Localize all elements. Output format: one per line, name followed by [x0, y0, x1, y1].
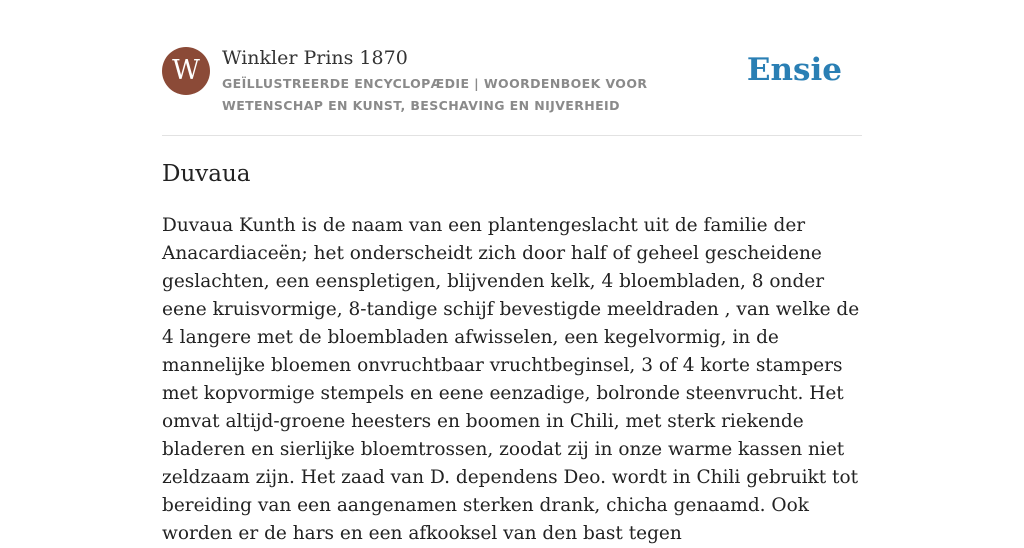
source-subtitle: GEÏLLUSTREERDE ENCYCLOPÆDIE | WOORDENBOEK VOOR WETENSCHAP EN KUNST, BESCHAVING EN NIJVERHEID: [222, 76, 648, 113]
source-header: [162, 46, 862, 116]
ensie-logo-link[interactable]: Ensie: [746, 52, 842, 88]
header-divider: [162, 135, 862, 136]
entry-title: Duvaua: [162, 161, 251, 187]
entry-body: Duvaua Kunth is de naam van een plantengeslacht uit de familie der Anacardiaceën; het onderscheidt zich door half of geheel gescheidene geslachten, een eenspletigen, blijvenden kelk, 4 bloembladen, 8 onder eene kruisvormige, 8-tandige schijf bevestigde meeldraden , van welke de 4 langere met de bloembladen afwisselen, een kegelvormig, in de mannelijke bloemen onvruchtbaar vruchtbeginsel, 3 of 4 korte stampers met kopvormige stempels en eene eenzadige, bolronde steenvrucht. Het omvat altijd-groene heesters en boomen in Chili, met sterk riekende bladeren en sierlijke bloemtrossen, zoodat zij in onze warme kassen niet zeldzaam zijn. Het zaad van D. dependens Deo. wordt in Chili gebruikt tot bereiding van een aangenamen sterken drank, chicha genaamd. Ook worden er de hars en een afkooksel van den bast tegen: [162, 215, 860, 544]
source-avatar[interactable]: W: [162, 47, 210, 95]
source-title[interactable]: Winkler Prins 1870: [222, 47, 408, 69]
